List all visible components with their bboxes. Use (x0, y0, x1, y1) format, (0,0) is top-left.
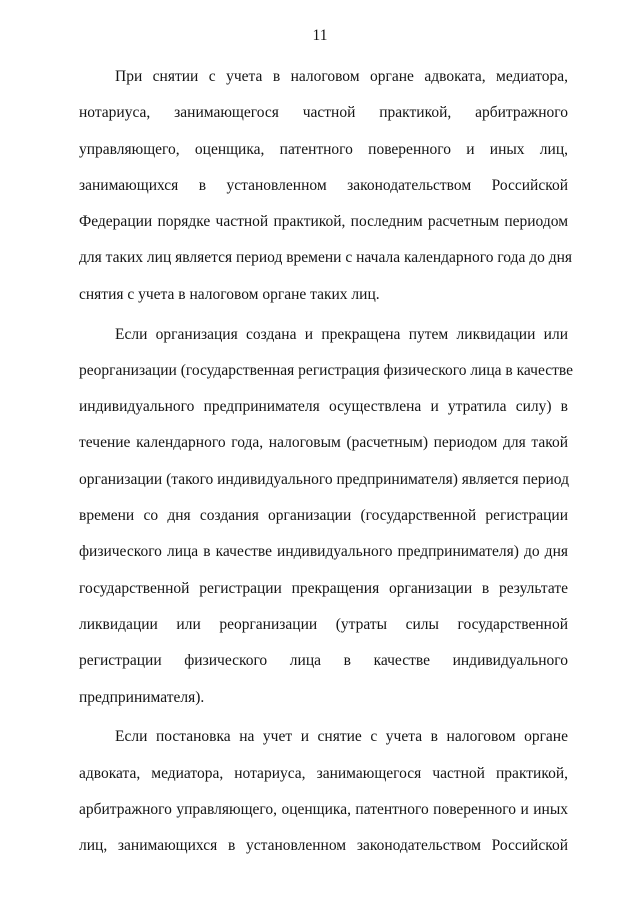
paragraph-liquidation (79, 317, 573, 716)
text-line: нотариуса, занимающегося частной практикой, арбитражного (79, 104, 568, 122)
text-line: предпринимателя). (79, 688, 205, 706)
paragraph-deregistration (79, 59, 573, 313)
text-line: лиц, занимающихся в установленном законодательством Российской (79, 837, 568, 855)
page-number: 11 (312, 27, 328, 44)
text-line: управляющего, оценщика, патентного поверенного и иных лиц, (79, 140, 568, 158)
text-line: Федерации порядке частной практикой, последним расчетным периодом (79, 213, 568, 231)
paragraph-registration-same-period (79, 719, 568, 864)
text-line: Если постановка на учет и снятие с учета в налоговом органе (115, 728, 568, 746)
text-line: адвоката, медиатора, нотариуса, занимающегося частной практикой, (79, 764, 568, 782)
text-line: ликвидации или реорганизации (утраты силы государственной (79, 615, 568, 633)
text-line: времени со дня создания организации (государственной регистрации (79, 507, 568, 525)
text-line: индивидуального предпринимателя осуществлена и утратила силу) в (79, 398, 568, 416)
text-line: реорганизации (государственная регистрация физического лица в качестве (79, 361, 573, 379)
text-line: регистрации физического лица в качестве индивидуального (79, 652, 568, 670)
text-line: занимающихся в установленном законодательством Российской (79, 176, 568, 194)
text-line: арбитражного управляющего, оценщика, патентного поверенного и иных (79, 800, 568, 818)
text-line: Если организация создана и прекращена путем ликвидации или (115, 325, 568, 343)
text-line: организации (такого индивидуального предпринимателя) является период (79, 470, 569, 488)
text-line: течение календарного года, налоговым (расчетным) периодом для такой (79, 434, 568, 452)
text-line: для таких лиц является период времени с начала календарного года до дня (79, 249, 573, 267)
text-line: физического лица в качестве индивидуального предпринимателя) до дня (79, 543, 568, 561)
text-line: При снятии с учета в налоговом органе адвоката, медиатора, (115, 68, 568, 85)
document-body (79, 59, 573, 865)
text-line: снятия с учета в налоговом органе таких лиц. (79, 285, 380, 303)
text-line: государственной регистрации прекращения организации в результате (79, 579, 568, 597)
